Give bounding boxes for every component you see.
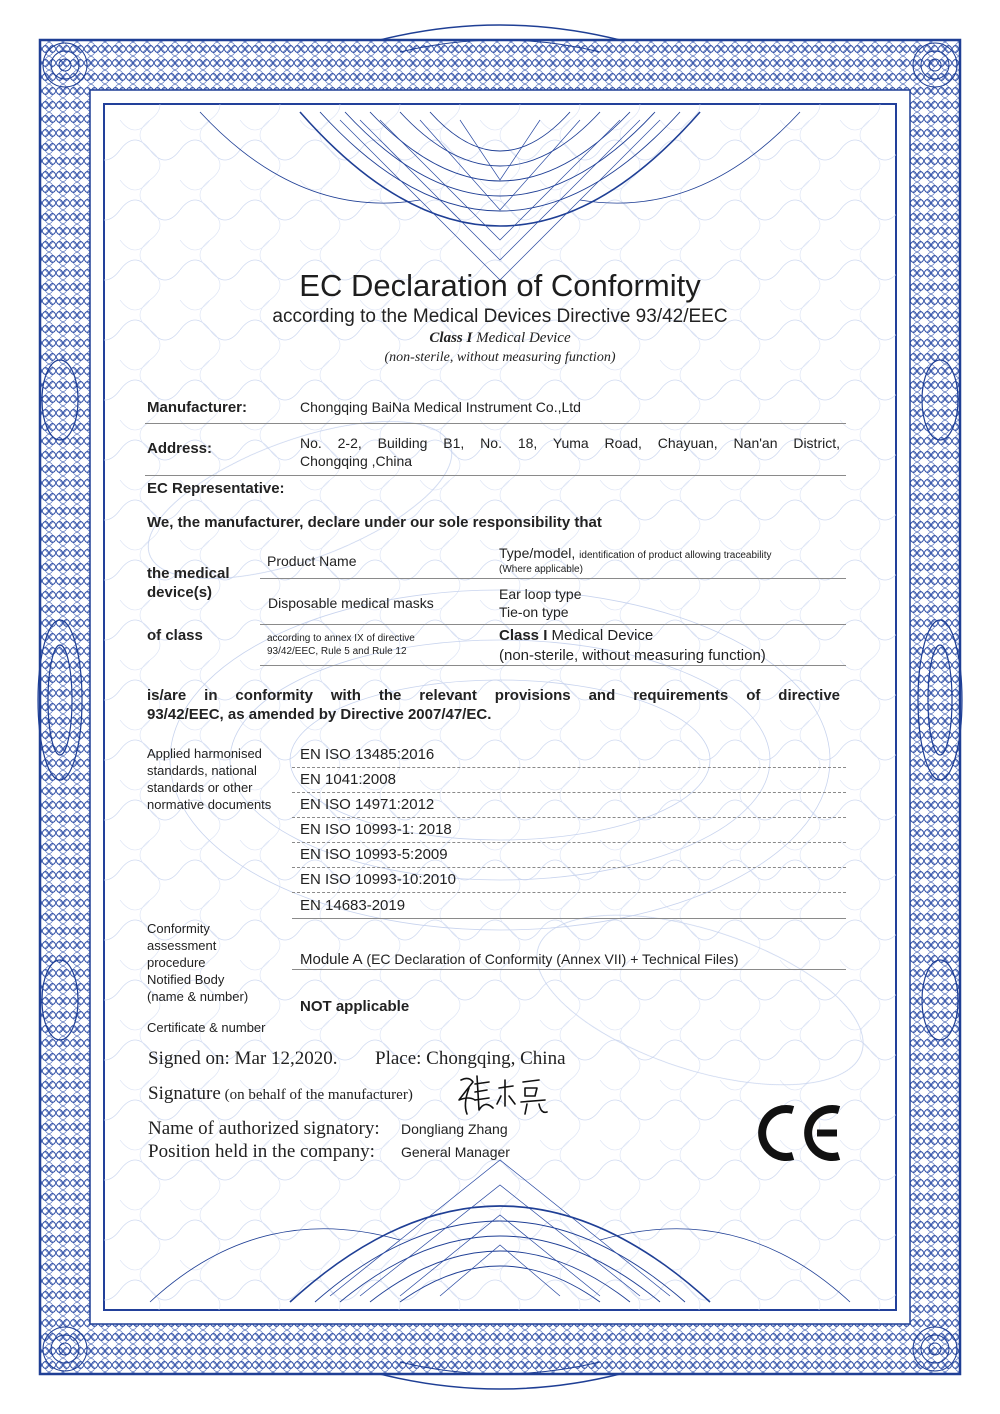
manufacturer-label: Manufacturer:	[147, 399, 248, 416]
signature-label: Signature	[148, 1083, 221, 1104]
annex-rule-line-1: according to annex IX of directive	[267, 633, 415, 644]
declaration-statement: We, the manufacturer, declare under our sole responsibility that	[147, 514, 602, 531]
standard-item: EN ISO 10993-5:2009	[300, 846, 448, 863]
divider	[260, 665, 846, 666]
address-line-1: No. 2-2, Building B1, No. 18, Yuma Road, Chayuan, Nan'an District,	[300, 435, 840, 451]
traceability-note: identification of product allowing traceability	[579, 550, 772, 561]
standard-item: EN ISO 13485:2016	[300, 746, 435, 763]
signature-note: (on behalf of the manufacturer)	[220, 1087, 413, 1103]
standard-item: EN 14683-2019	[300, 897, 406, 914]
divider	[292, 842, 846, 843]
device-class-bold: Class I	[499, 627, 548, 644]
notified-body-label-1: Notified Body	[147, 972, 225, 987]
certificate-label: Certificate & number	[147, 1020, 266, 1035]
signatory-name-label: Name of authorized signatory:	[148, 1118, 380, 1139]
standards-label-1: Applied harmonised	[147, 746, 262, 761]
product-name-value: Disposable medical masks	[268, 595, 434, 611]
assessment-module	[300, 951, 738, 968]
signature-line	[148, 1083, 413, 1105]
assessment-label-1: Conformity	[147, 921, 210, 936]
device-class-rest: Medical Device	[547, 627, 654, 644]
document-title: EC Declaration of Conformity	[299, 268, 701, 303]
device-class-value	[499, 627, 653, 644]
standards-label-4: normative documents	[147, 797, 272, 812]
divider	[260, 578, 846, 579]
assessment-label-3: procedure	[147, 955, 206, 970]
standards-label-3: standards or other	[147, 780, 253, 795]
ce-mark-icon	[755, 1102, 845, 1164]
directive-subtitle: according to the Medical Devices Directive 93/42/EEC	[272, 306, 728, 327]
position-value: General Manager	[401, 1144, 510, 1160]
type-model-header	[499, 545, 772, 561]
divider	[292, 817, 846, 818]
address-line-2: Chongqing ,China	[300, 453, 413, 469]
divider	[292, 892, 846, 893]
divider	[145, 423, 846, 424]
conformity-statement-line-1: is/are in conformity with the relevant provisions and requirements of directive	[147, 687, 840, 704]
class-row-label: of class	[147, 627, 203, 644]
where-applicable-note: (Where applicable)	[499, 564, 583, 575]
standard-item: EN ISO 10993-1: 2018	[300, 821, 452, 838]
handwritten-signature	[455, 1070, 550, 1120]
standard-item: EN ISO 14971:2012	[300, 796, 435, 813]
device-class-line	[0, 330, 1000, 347]
class-label: Class I	[429, 330, 473, 346]
standard-item: EN ISO 10993-10:2010	[300, 871, 456, 888]
medical-device-label-1: the medical	[147, 565, 230, 582]
ec-representative-label: EC Representative:	[147, 480, 285, 497]
signing-place: Place: Chongqing, China	[375, 1048, 566, 1069]
device-class-detail: (non-sterile, without measuring function)	[499, 647, 766, 664]
signatory-name-value: Dongliang Zhang	[401, 1121, 508, 1137]
divider	[292, 867, 846, 868]
signed-on: Signed on: Mar 12,2020.	[148, 1048, 338, 1069]
assessment-label-2: assessment	[147, 938, 217, 953]
manufacturer-value: Chongqing BaiNa Medical Instrument Co.,Ltd	[300, 399, 581, 415]
divider	[292, 792, 846, 793]
medical-device-label-2: device(s)	[147, 584, 213, 601]
class-rest: Medical Device	[472, 330, 571, 346]
type-ear-loop: Ear loop type	[499, 586, 582, 602]
module-detail: (EC Declaration of Conformity (Annex VII) + Technical Files)	[362, 951, 739, 967]
conformity-statement-line-2: 93/42/EEC, as amended by Directive 2007/47/EC.	[147, 706, 492, 723]
position-label: Position held in the company:	[148, 1141, 375, 1162]
type-model-label: Type/model,	[499, 545, 576, 561]
notified-body-value: NOT applicable	[300, 998, 410, 1015]
type-tie-on: Tie-on type	[499, 604, 569, 620]
divider	[145, 475, 846, 476]
standard-item: EN 1041:2008	[300, 771, 396, 788]
divider	[292, 767, 846, 768]
divider	[292, 918, 846, 919]
module-name: Module A	[300, 951, 363, 968]
divider	[260, 624, 846, 625]
standards-label-2: standards, national	[147, 763, 257, 778]
product-name-header: Product Name	[267, 553, 357, 569]
sterility-note: (non-sterile, without measuring function)	[384, 350, 616, 365]
annex-rule-line-2: 93/42/EEC, Rule 5 and Rule 12	[267, 646, 407, 657]
divider	[292, 969, 846, 970]
notified-body-label-2: (name & number)	[147, 989, 249, 1004]
address-label: Address:	[147, 440, 213, 457]
